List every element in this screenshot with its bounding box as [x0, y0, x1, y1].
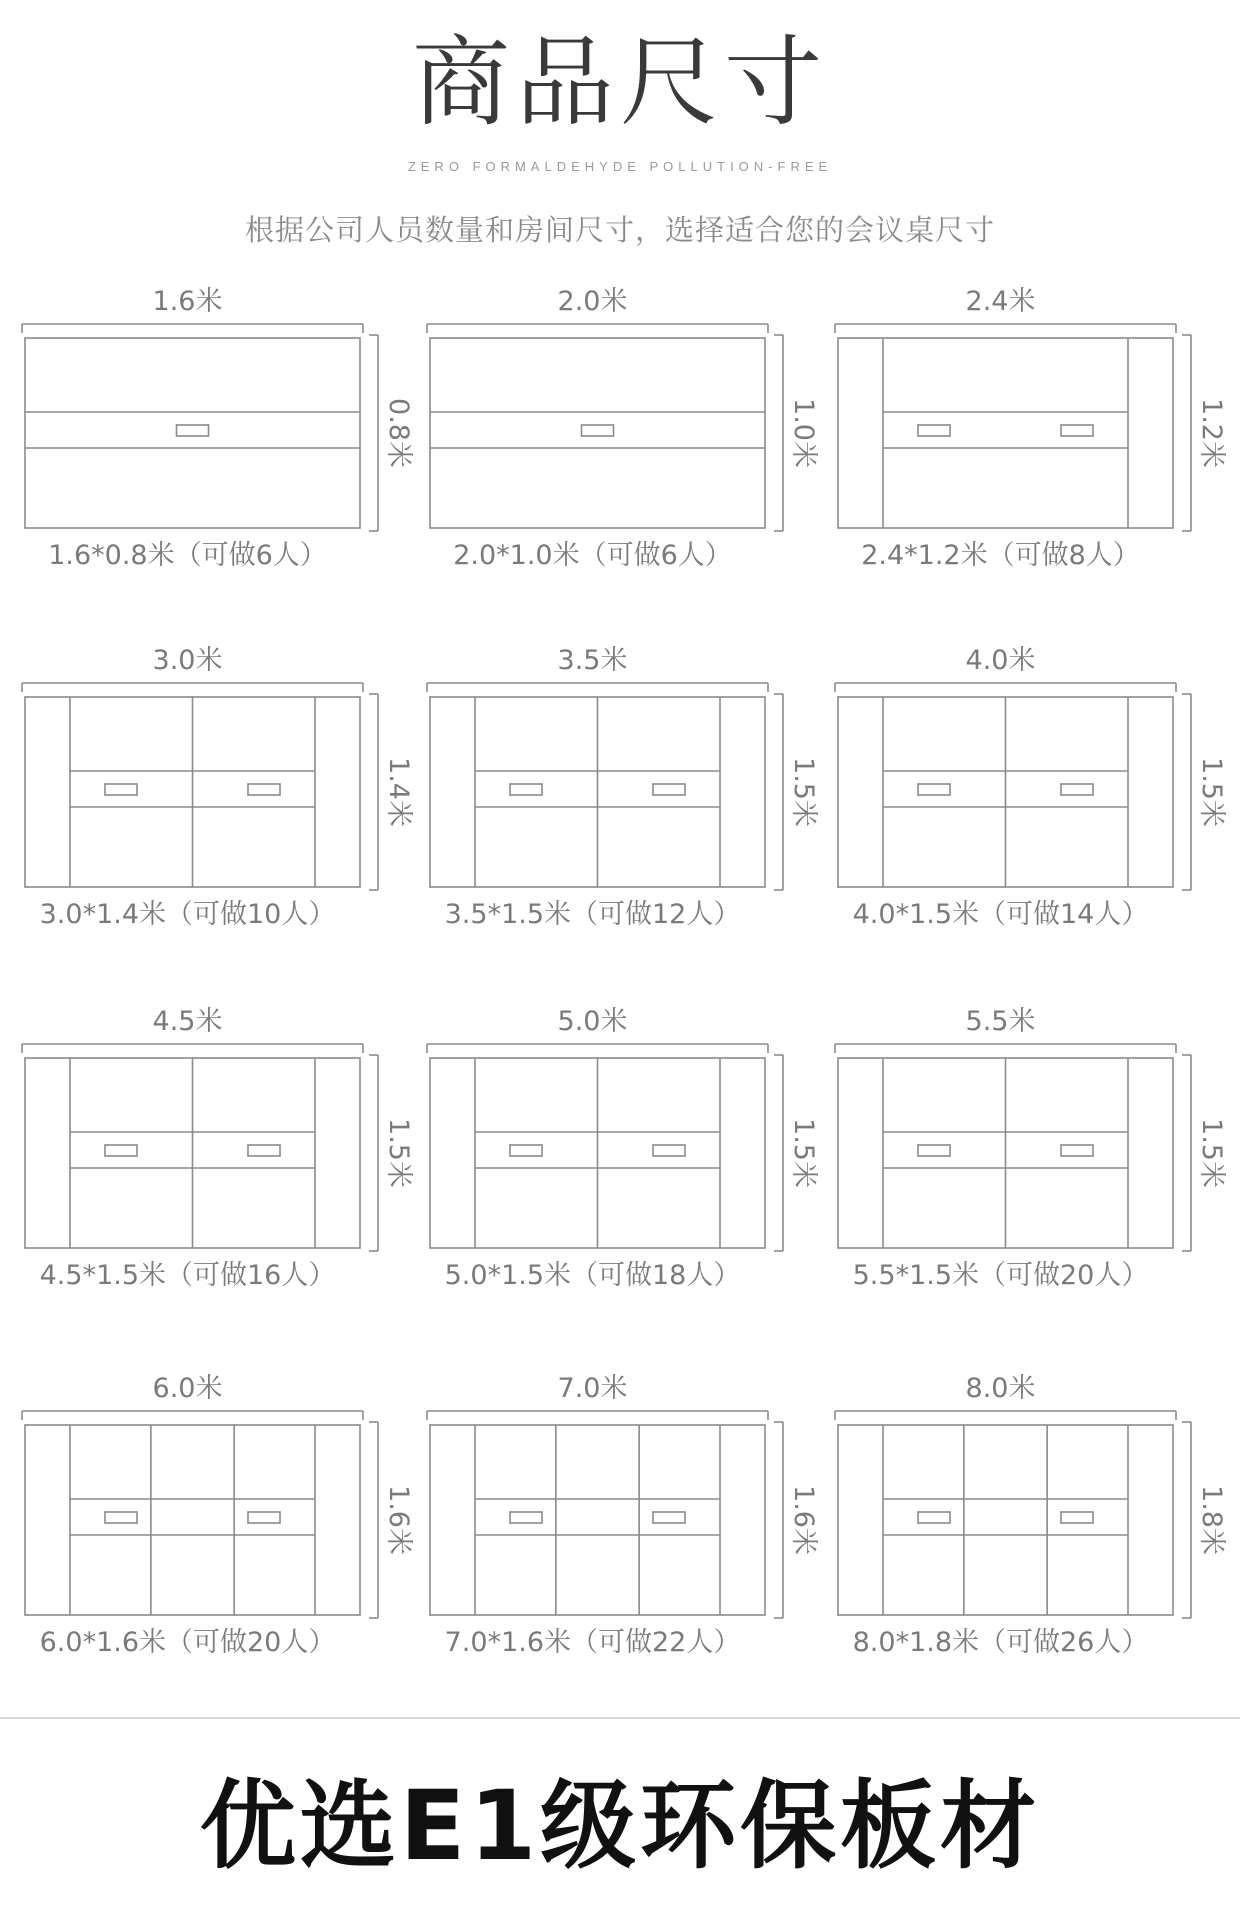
table-diagram: [427, 645, 819, 930]
cable-box: [510, 1145, 542, 1156]
cable-box: [653, 1145, 685, 1156]
table-diagram: [835, 286, 1227, 571]
width-label: 1.6米: [383, 1485, 414, 1555]
width-label: 1.5米: [1196, 757, 1227, 827]
table-caption: 4.0*1.5米（可做14人）: [852, 899, 1149, 930]
footer-title: 优选E1级环保板材: [199, 1770, 1041, 1882]
cable-box: [177, 425, 209, 436]
page-subtitle-en: ZERO FORMALDEHYDE POLLUTION-FREE: [407, 159, 833, 174]
page-description: 根据公司人员数量和房间尺寸，选择适合您的会议桌尺寸: [244, 213, 995, 247]
cable-box: [248, 784, 280, 795]
table-outline: [25, 1425, 360, 1615]
table-outline: [838, 338, 1173, 528]
table-diagram: [22, 286, 414, 571]
cable-box: [248, 1512, 280, 1523]
table-caption: 3.0*1.4米（可做10人）: [39, 899, 336, 930]
table-caption: 2.0*1.0米（可做6人）: [453, 540, 732, 571]
cable-box: [1061, 784, 1093, 795]
width-label: 1.6米: [788, 1485, 819, 1555]
length-label: 5.0米: [557, 1006, 628, 1037]
table-diagram: [835, 1373, 1227, 1658]
table-caption: 4.5*1.5米（可做16人）: [39, 1260, 336, 1291]
cable-box: [918, 425, 950, 436]
length-label: 2.4米: [965, 286, 1036, 317]
table-outline: [25, 338, 360, 528]
width-label: 1.5米: [788, 757, 819, 827]
cable-box: [105, 784, 137, 795]
length-label: 3.5米: [557, 645, 628, 676]
cable-box: [248, 1145, 280, 1156]
table-outline: [430, 338, 765, 528]
table-diagram: [427, 1373, 819, 1658]
cable-box: [510, 1512, 542, 1523]
length-label: 2.0米: [557, 286, 628, 317]
table-caption: 8.0*1.8米（可做26人）: [852, 1627, 1149, 1658]
table-diagram: [835, 645, 1227, 930]
width-label: 1.8米: [1196, 1485, 1227, 1555]
section-divider: [0, 1717, 1240, 1719]
width-label: 1.4米: [383, 757, 414, 827]
table-caption: 5.5*1.5米（可做20人）: [852, 1260, 1149, 1291]
cable-box: [653, 784, 685, 795]
cable-box: [1061, 425, 1093, 436]
cable-box: [1061, 1512, 1093, 1523]
cable-box: [1061, 1145, 1093, 1156]
table-caption: 1.6*0.8米（可做6人）: [48, 540, 327, 571]
width-label: 1.5米: [1196, 1118, 1227, 1188]
length-label: 8.0米: [965, 1373, 1036, 1404]
length-label: 5.5米: [965, 1006, 1036, 1037]
cable-box: [105, 1145, 137, 1156]
cable-box: [105, 1512, 137, 1523]
cable-box: [918, 1145, 950, 1156]
cable-box: [918, 1512, 950, 1523]
width-label: 1.2米: [1196, 398, 1227, 468]
width-label: 1.5米: [383, 1118, 414, 1188]
table-diagram: [22, 1006, 414, 1291]
width-label: 1.5米: [788, 1118, 819, 1188]
cable-box: [510, 784, 542, 795]
table-caption: 2.4*1.2米（可做8人）: [861, 540, 1140, 571]
width-label: 1.0米: [788, 398, 819, 468]
table-diagram: [22, 645, 414, 930]
cable-box: [918, 784, 950, 795]
table-caption: 3.5*1.5米（可做12人）: [444, 899, 741, 930]
cable-box: [653, 1512, 685, 1523]
table-caption: 6.0*1.6米（可做20人）: [39, 1627, 336, 1658]
length-label: 1.6米: [152, 286, 223, 317]
table-outline: [430, 1425, 765, 1615]
length-label: 4.5米: [152, 1006, 223, 1037]
length-label: 7.0米: [557, 1373, 628, 1404]
table-diagram: [835, 1006, 1227, 1291]
length-label: 4.0米: [965, 645, 1036, 676]
length-label: 6.0米: [152, 1373, 223, 1404]
table-caption: 5.0*1.5米（可做18人）: [444, 1260, 741, 1291]
length-label: 3.0米: [152, 645, 223, 676]
cable-box: [582, 425, 614, 436]
table-caption: 7.0*1.6米（可做22人）: [444, 1627, 741, 1658]
table-diagram: [427, 1006, 819, 1291]
table-diagram: [427, 286, 819, 571]
width-label: 0.8米: [383, 398, 414, 468]
page-title: 商品尺寸: [411, 26, 828, 140]
table-outline: [838, 1425, 1173, 1615]
table-diagram: [22, 1373, 414, 1658]
